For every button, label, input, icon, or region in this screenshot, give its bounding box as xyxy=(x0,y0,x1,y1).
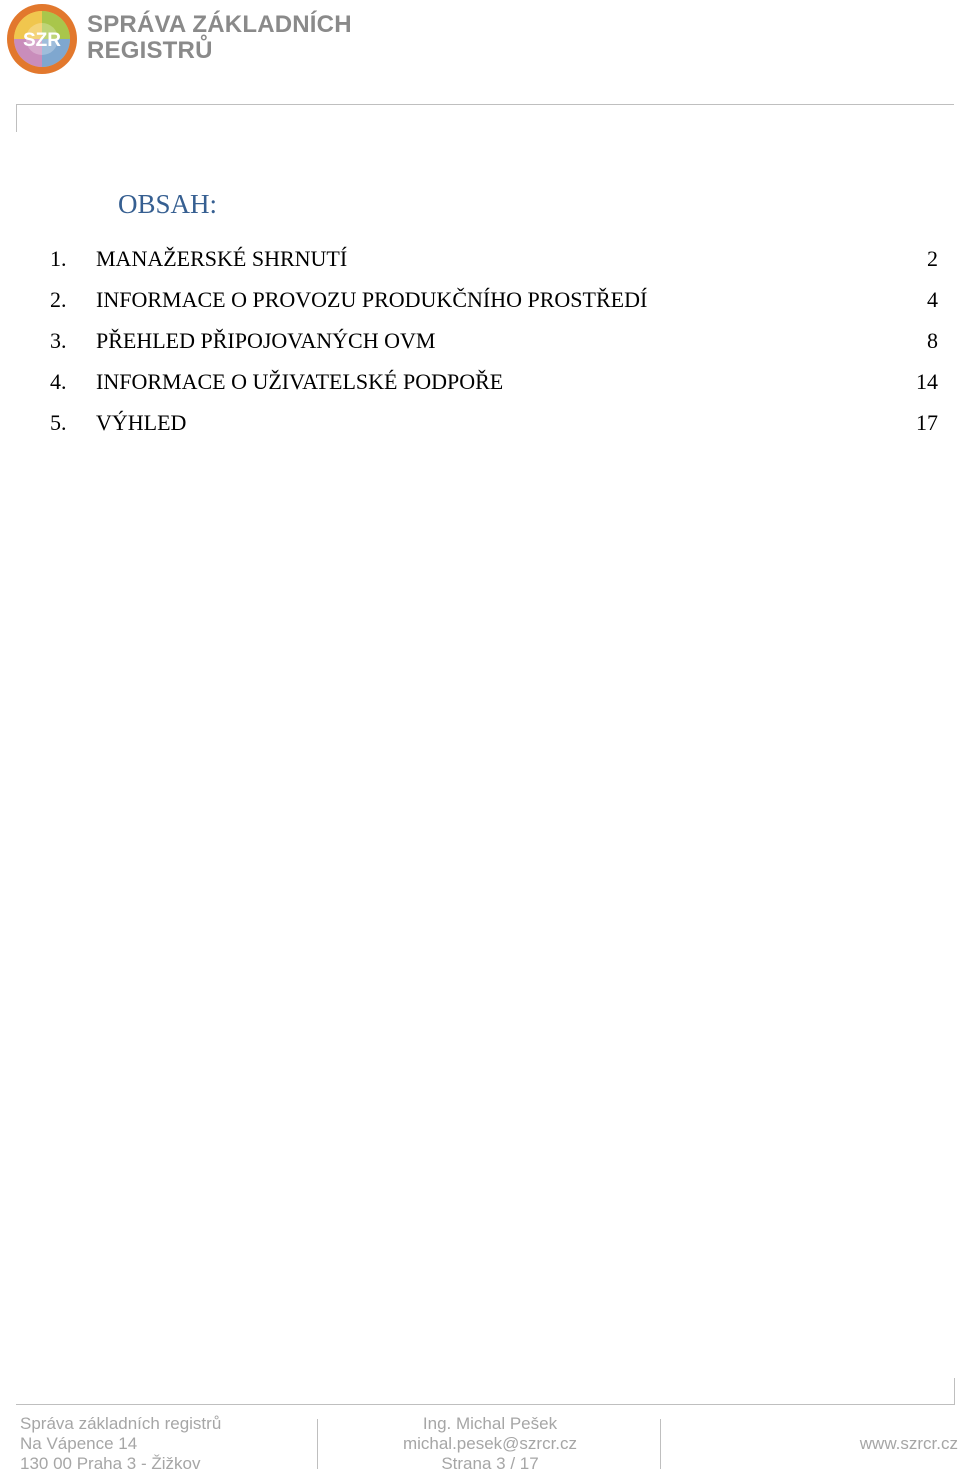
toc-entry-title: PŘEHLED PŘIPOJOVANÝCH OVM xyxy=(96,328,436,353)
szr-logo xyxy=(6,3,78,75)
toc-entry[interactable] xyxy=(0,408,960,438)
organization-name-line2: REGISTRŮ xyxy=(87,37,213,64)
footer-separator xyxy=(317,1419,318,1469)
toc-entry-page: 8 xyxy=(927,328,938,353)
toc-entry-page: 2 xyxy=(927,246,938,271)
toc-entry-number: 2. xyxy=(50,287,67,312)
footer-website-link[interactable]: www.szrcr.cz xyxy=(859,1434,958,1453)
toc-entry-page: 14 xyxy=(916,369,938,394)
toc-entry[interactable] xyxy=(0,326,960,356)
footer-web-blank xyxy=(860,1454,958,1474)
header-divider xyxy=(16,104,954,105)
footer-web xyxy=(860,1414,958,1474)
toc-entry-page: 17 xyxy=(916,410,938,435)
toc-entry-number: 5. xyxy=(50,410,67,435)
page-footer xyxy=(0,1414,960,1475)
toc-entry[interactable] xyxy=(0,244,960,274)
toc-entry-number: 3. xyxy=(50,328,67,353)
footer-separator xyxy=(660,1419,661,1469)
toc-entry-number: 1. xyxy=(50,246,67,271)
footer-divider xyxy=(16,1404,954,1405)
footer-contact-email[interactable]: michal.pesek@szrcr.cz xyxy=(402,1434,578,1453)
toc-entry-title: MANAŽERSKÉ SHRNUTÍ xyxy=(96,246,348,271)
header-divider-vertical xyxy=(16,104,17,132)
footer-contact-name: Ing. Michal Pešek xyxy=(422,1414,558,1433)
footer-address xyxy=(20,1414,221,1474)
footer-contact xyxy=(378,1414,602,1474)
footer-page-number: Strana 3 / 17 xyxy=(441,1454,539,1473)
toc-entry-title: INFORMACE O UŽIVATELSKÉ PODPOŘE xyxy=(96,369,504,394)
footer-web-blank xyxy=(860,1414,958,1434)
toc-entry-title: INFORMACE O PROVOZU PRODUKČNÍHO PROSTŘEDÍ xyxy=(96,287,648,312)
organization-name xyxy=(87,12,352,64)
toc-entry[interactable] xyxy=(0,285,960,315)
footer-divider-vertical xyxy=(954,1378,955,1405)
svg-text:SZR: SZR xyxy=(23,30,61,51)
toc-entry-title: VÝHLED xyxy=(96,410,187,435)
toc-entry-number: 4. xyxy=(50,369,67,394)
footer-city: 130 00 Praha 3 - Žižkov xyxy=(20,1454,201,1473)
toc-heading: OBSAH: xyxy=(118,189,218,219)
organization-name-line1: SPRÁVA ZÁKLADNÍCH xyxy=(87,11,352,38)
footer-street: Na Vápence 14 xyxy=(20,1434,138,1453)
toc-entry[interactable] xyxy=(0,367,960,397)
toc-entry-page: 4 xyxy=(927,287,938,312)
footer-org-name: Správa základních registrů xyxy=(20,1414,222,1433)
